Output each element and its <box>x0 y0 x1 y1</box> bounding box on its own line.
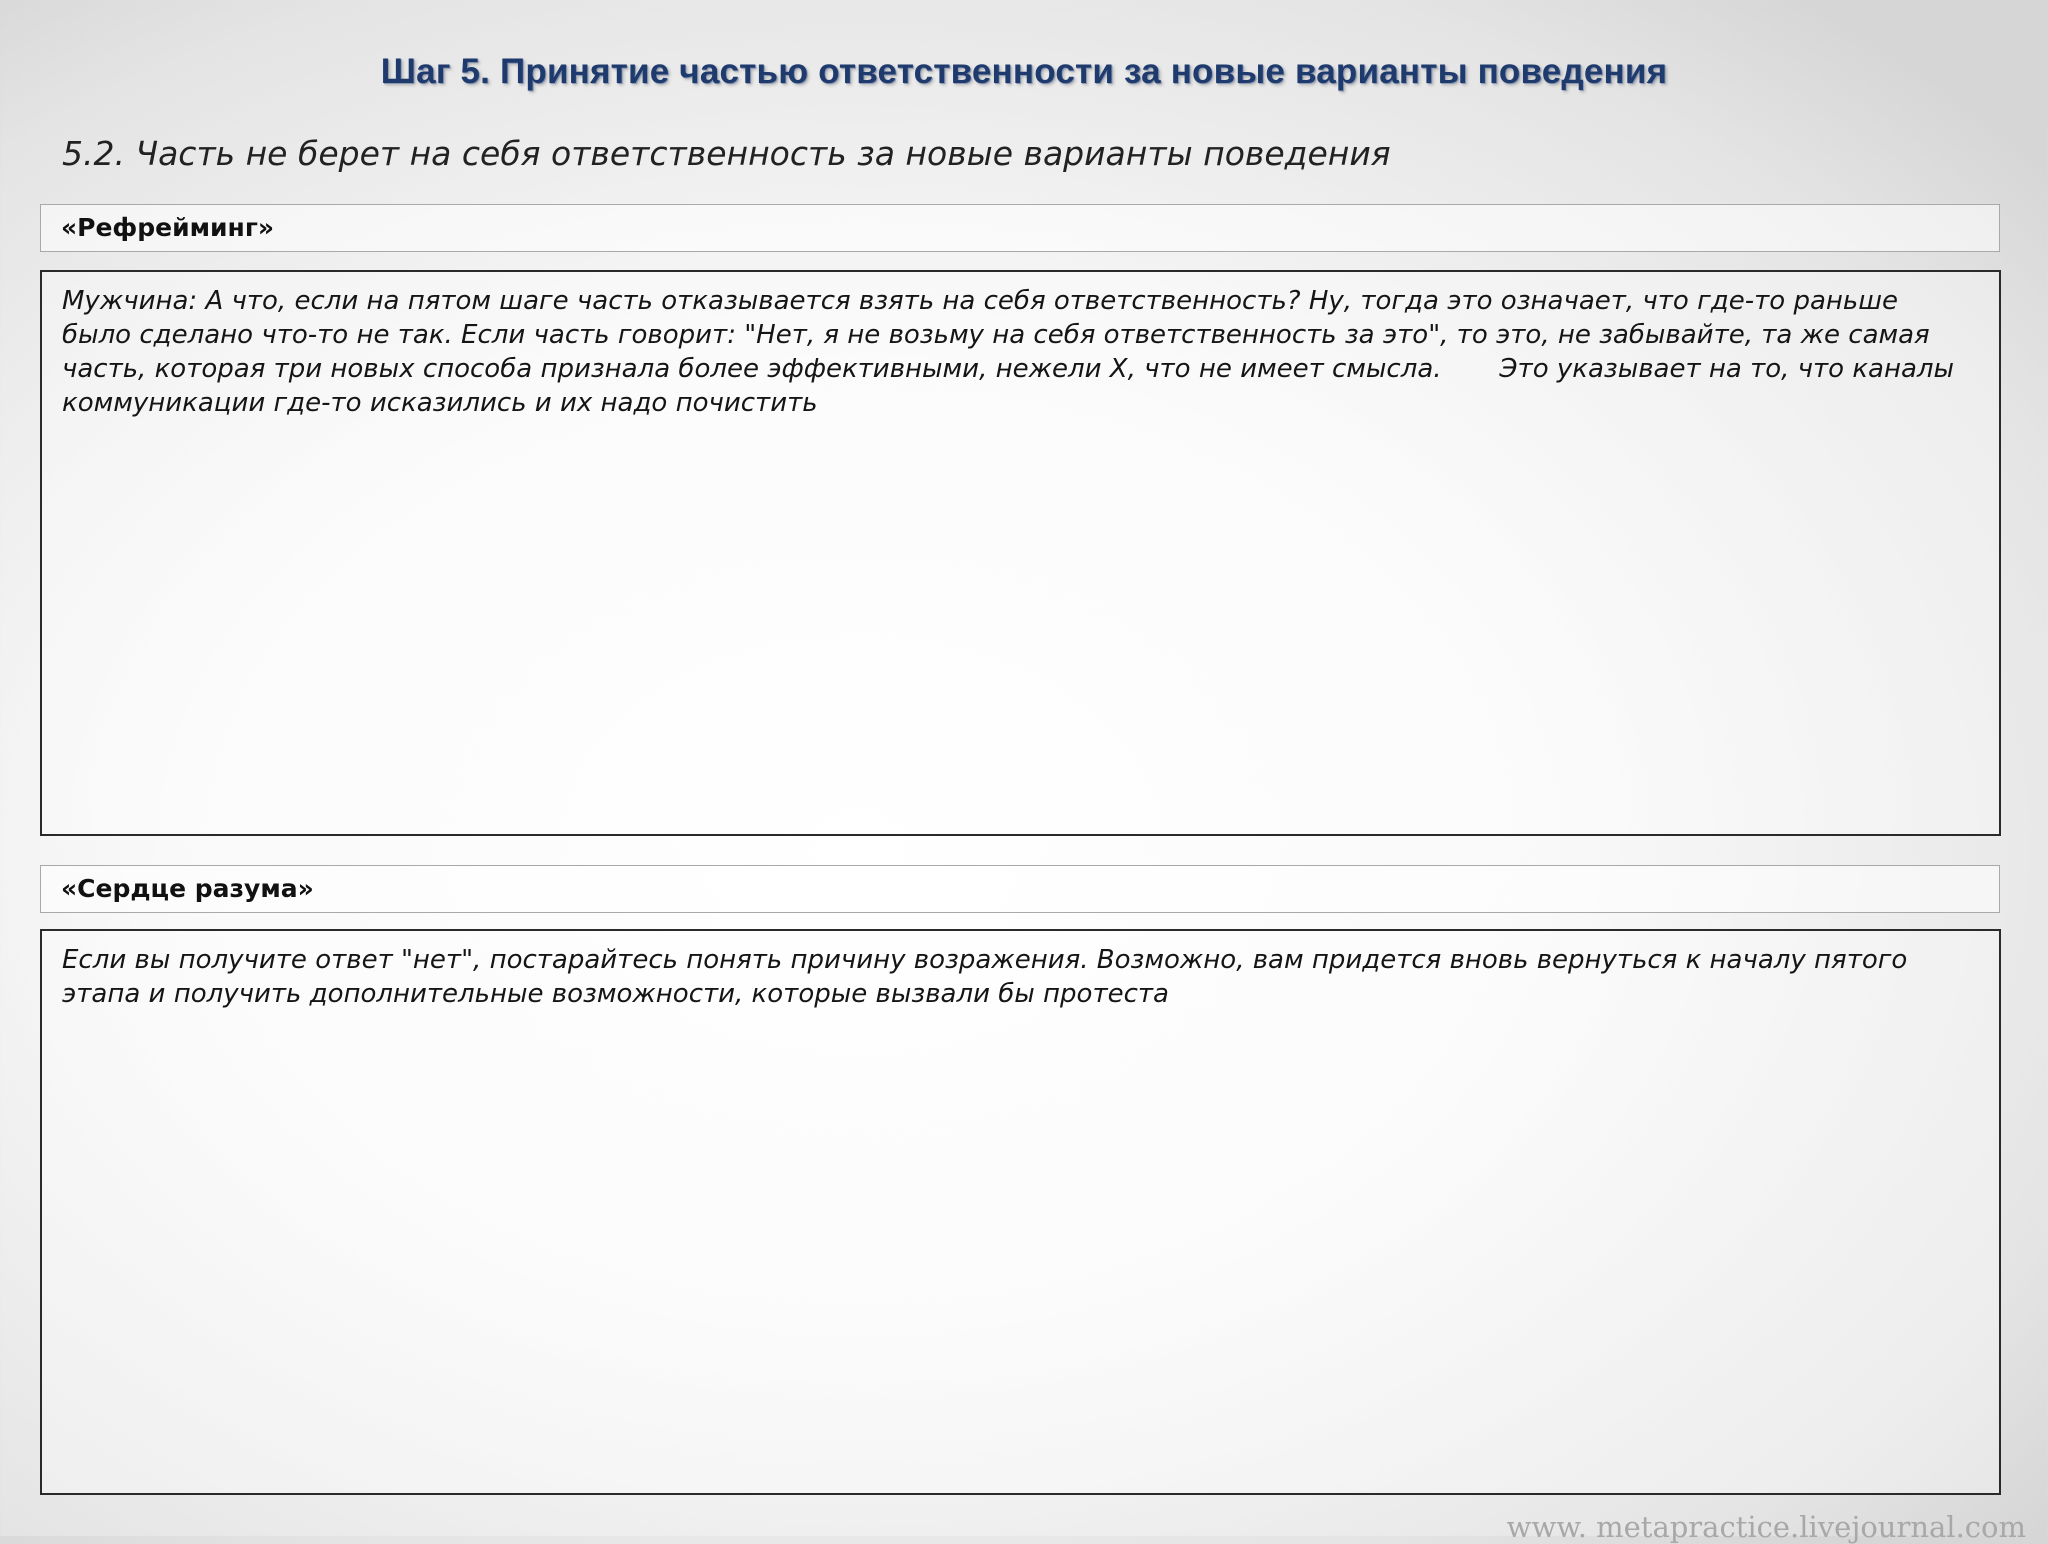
section-header-reframing <box>40 204 2000 252</box>
section-header-label: «Рефрейминг» <box>61 213 275 242</box>
content-text: Если вы получите ответ "нет", постарайтесь понять причину возражения. Возможно, вам придется вновь вернуться к началу пятого этапа и получить дополнительные возможности, которые вызвали бы протеста <box>62 945 1908 1009</box>
content-box-heart-of-mind <box>40 929 2001 1495</box>
content-box-reframing <box>40 270 2001 836</box>
footer-url: www. metapractice.livejournal.com <box>1506 1510 2026 1544</box>
section-header-heart-of-mind <box>40 865 2000 913</box>
content-text: Мужчина: А что, если на пятом шаге часть отказывается взять на себя ответственность? Ну, тогда это означает, что где-то раньше было сделано что-то не так. Если часть говорит: "Нет, я не возьму на себя ответственность за это", то это, не забывайте, та же самая часть, которая три новых способа признала более эффективными, нежели Х, что не имеет смысла. Это указывает на то, что каналы коммуникации где-то исказились и их надо почистить <box>62 286 1963 418</box>
slide-subtitle: 5.2. Часть не берет на себя ответственность за новые варианты поведения <box>62 134 1391 173</box>
slide-title: Шаг 5. Принятие частью ответственности за новые варианты поведения <box>380 52 1668 91</box>
section-header-label: «Сердце разума» <box>61 874 314 903</box>
